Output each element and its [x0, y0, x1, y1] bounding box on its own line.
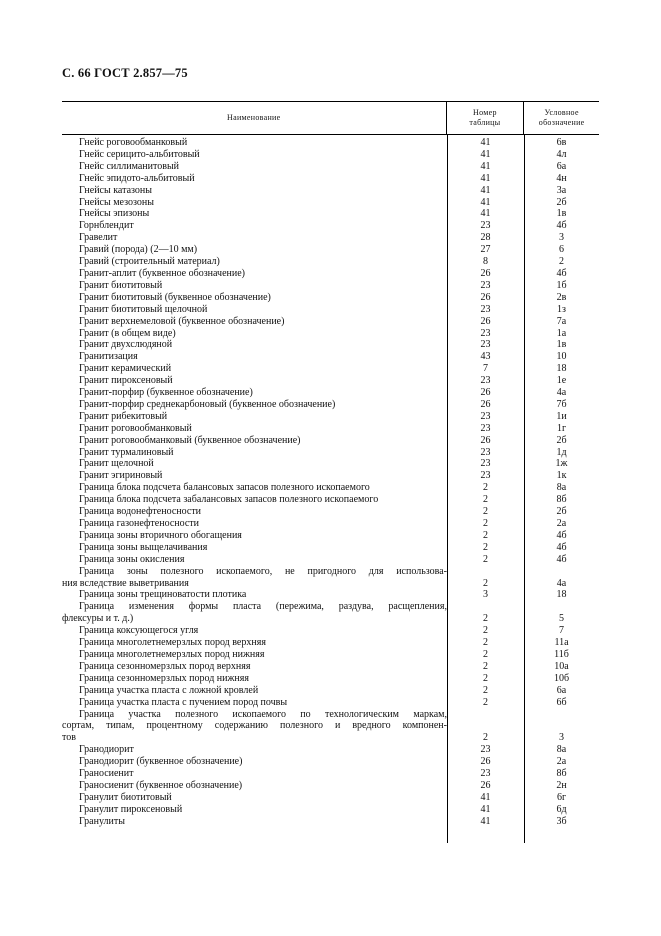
- table-row: [62, 661, 599, 673]
- row-table-number: 41: [480, 196, 491, 208]
- row-name: [62, 589, 447, 601]
- row-name: [62, 601, 447, 625]
- row-table-number: 2: [483, 553, 488, 565]
- row-name-line: Граница участка пласта с пучением пород почвы: [79, 696, 288, 708]
- row-table-number: 23: [480, 744, 491, 756]
- row-name-line: Граница участка пласта с ложной кровлей: [79, 684, 259, 696]
- row-name-line: Гранулиты: [79, 815, 125, 827]
- row-symbol: 10а: [554, 660, 569, 672]
- row-table-number: 26: [480, 291, 491, 303]
- table-row: [62, 780, 599, 792]
- row-name-line: Граница газонефтеносности: [79, 518, 200, 529]
- row-name-line: Гнейс эпидото-альбитовый: [79, 172, 195, 184]
- table-row: [62, 756, 599, 768]
- row-table-number: 23: [480, 768, 491, 780]
- table-row: [62, 232, 599, 244]
- row-name: [62, 137, 447, 149]
- row-table-number: 7: [483, 363, 488, 375]
- row-name: [62, 768, 447, 780]
- row-symbol: 4б: [556, 529, 567, 541]
- row-name: [62, 220, 447, 232]
- table-row: [62, 685, 599, 697]
- row-table-number: 2: [483, 518, 488, 529]
- row-symbol: 7а: [556, 315, 567, 327]
- row-name: [62, 625, 447, 637]
- row-name-line: Гранит щелочной: [79, 458, 154, 470]
- row-table-number: 2: [483, 660, 488, 672]
- table-row: [62, 744, 599, 756]
- row-name: [62, 649, 447, 661]
- table-row: [62, 149, 599, 161]
- row-name-line: Гранулит биотитовый: [79, 791, 172, 803]
- table-row: [62, 197, 599, 209]
- row-table-number: 2: [483, 672, 488, 684]
- row-name-line: Гнейсы катазоны: [79, 184, 152, 196]
- row-symbol: 6в: [556, 137, 567, 148]
- row-name: [62, 637, 447, 649]
- header-symbol-line-1: Условное: [544, 108, 579, 117]
- row-table-number: 26: [480, 779, 491, 791]
- row-name: [62, 744, 447, 756]
- row-name-line: Гранодиорит: [79, 744, 134, 756]
- row-name-line: Гранит роговообманковый (буквенное обозначение): [79, 434, 301, 446]
- row-name: [62, 197, 447, 209]
- row-name: [62, 208, 447, 220]
- table-row: [62, 208, 599, 220]
- row-name: [62, 316, 447, 328]
- table-row: [62, 137, 599, 149]
- row-symbol: 18: [556, 363, 567, 375]
- row-name-line: Гранит биотитовый щелочной: [79, 303, 208, 315]
- row-symbol: 8б: [556, 494, 567, 506]
- row-name: [62, 280, 447, 292]
- row-name-line: Гнейс роговообманковый: [79, 137, 188, 148]
- row-name: [62, 709, 447, 745]
- row-symbol: 6б: [556, 696, 567, 708]
- row-name: [62, 292, 447, 304]
- table-row: [62, 554, 599, 566]
- row-name-line: Граница зоны выщелачивания: [79, 541, 208, 553]
- row-name-line: Гранит-порфир среднекарбоновый (буквенное обозначение): [79, 398, 336, 410]
- table-row: [62, 518, 599, 530]
- row-name: [62, 458, 447, 470]
- row-name-line: Граница многолетнемерзлых пород нижняя: [79, 648, 265, 660]
- table-row: [62, 161, 599, 173]
- header-name: Наименование: [227, 113, 281, 122]
- table-row: [62, 173, 599, 185]
- table-row: [62, 589, 599, 601]
- row-name: [62, 518, 447, 530]
- row-symbol: 6д: [556, 803, 567, 815]
- table-header: [62, 102, 599, 135]
- table-row: [62, 363, 599, 375]
- row-name: [62, 447, 447, 459]
- row-name-line: Гранит биотитовый: [79, 279, 163, 291]
- row-table-number: 23: [480, 375, 491, 387]
- header-symbol-line-2: обозначение: [538, 118, 585, 127]
- row-name-line: Гранит турмалиновый: [79, 446, 174, 458]
- row-name: [62, 661, 447, 673]
- row-name: [62, 673, 447, 685]
- table-row: [62, 280, 599, 292]
- row-symbol: 4н: [556, 172, 567, 184]
- row-table-number: 2: [483, 637, 488, 649]
- row-name: [62, 435, 447, 447]
- table-row: [62, 244, 599, 256]
- table-row: [62, 530, 599, 542]
- row-name-line: Гранитизация: [79, 351, 138, 363]
- row-table-number: 3: [483, 589, 488, 601]
- table-row: [62, 375, 599, 387]
- row-symbol: 7: [559, 625, 564, 637]
- row-name-line: Граница сезонномерзлых пород верхняя: [79, 660, 251, 672]
- row-table-number: 27: [480, 244, 491, 256]
- row-name: [62, 351, 447, 363]
- row-name-line: Граница зоны окисления: [79, 553, 185, 565]
- header-number-line-1: Номер: [473, 108, 497, 117]
- row-symbol: 1в: [556, 339, 567, 351]
- row-table-number: 41: [480, 815, 491, 827]
- row-name: [62, 411, 447, 423]
- table-row: [62, 351, 599, 363]
- row-table-number: 26: [480, 756, 491, 768]
- row-name-line: Граносиенит: [79, 768, 134, 780]
- row-name-line: Граница блока подсчета забалансовых запасов полезного ископаемого: [79, 494, 379, 506]
- row-symbol: 6г: [556, 791, 567, 803]
- row-name-line: Гнейс серицито-альбитовый: [79, 148, 200, 160]
- row-table-number: 23: [480, 327, 491, 339]
- row-symbol: 6: [559, 244, 564, 256]
- row-name: [62, 375, 447, 387]
- table-row: [62, 387, 599, 399]
- row-name: [62, 554, 447, 566]
- row-name-line: Гнейсы эпизоны: [79, 208, 150, 220]
- row-table-number: 23: [480, 410, 491, 422]
- row-name-line: Гранулит пироксеновый: [79, 803, 183, 815]
- row-name-line: Граница зоны вторичного обогащения: [79, 529, 242, 541]
- row-name-line: Граница многолетнемерзлых пород верхняя: [79, 637, 266, 649]
- table-row: [62, 316, 599, 328]
- table-row: [62, 423, 599, 435]
- table-row: [62, 566, 599, 590]
- row-name-line: Граница зоны полезного ископаемого, не пригодного для использова-: [79, 565, 447, 577]
- row-table-number: 2: [483, 625, 488, 637]
- table-row: [62, 339, 599, 351]
- table-row: [62, 697, 599, 709]
- row-name-line: Граница сезонномерзлых пород нижняя: [79, 672, 249, 684]
- table-row: [62, 268, 599, 280]
- row-name-line: Гранодиорит (буквенное обозначение): [79, 756, 243, 768]
- row-symbol: 3: [559, 732, 564, 744]
- row-table-number: 2: [483, 541, 488, 553]
- table-row: [62, 482, 599, 494]
- row-symbol: 2б: [556, 506, 567, 518]
- row-name: [62, 399, 447, 411]
- row-symbol: 1з: [557, 303, 566, 315]
- row-name: [62, 780, 447, 792]
- row-table-number: 41: [480, 172, 491, 184]
- row-symbol: 18: [556, 589, 567, 601]
- row-name: [62, 232, 447, 244]
- table-row: [62, 637, 599, 649]
- row-table-number: 41: [480, 137, 491, 148]
- row-symbol: 2б: [556, 196, 567, 208]
- row-name: [62, 149, 447, 161]
- row-name: [62, 482, 447, 494]
- row-name: [62, 268, 447, 280]
- row-symbol: 1и: [556, 410, 567, 422]
- row-symbol: 1д: [556, 446, 567, 458]
- row-name: [62, 542, 447, 554]
- row-symbol: 1а: [556, 327, 567, 339]
- row-table-number: 41: [480, 791, 491, 803]
- table-row: [62, 458, 599, 470]
- row-table-number: 41: [480, 184, 491, 196]
- table-row: [62, 768, 599, 780]
- table-row: [62, 673, 599, 685]
- row-name: [62, 339, 447, 351]
- row-name-line: Горнблендит: [79, 220, 134, 232]
- row-symbol: 4л: [556, 148, 567, 160]
- row-table-number: 8: [483, 256, 488, 268]
- row-symbol: 10: [556, 351, 567, 363]
- row-symbol: 1к: [556, 470, 567, 482]
- row-table-number: 26: [480, 267, 491, 279]
- row-symbol: 4а: [556, 577, 567, 589]
- row-name-line: Гравий (строительный материал): [79, 256, 220, 268]
- row-symbol: 5: [559, 613, 564, 625]
- row-name: [62, 423, 447, 435]
- row-name: [62, 256, 447, 268]
- row-table-number: 2: [483, 648, 488, 660]
- row-symbol: 1б: [556, 279, 567, 291]
- row-symbol: 2н: [556, 779, 567, 791]
- row-name-line: Гранит верхнемеловой (буквенное обозначение): [79, 315, 285, 327]
- table-row: [62, 816, 599, 828]
- row-symbol: 2а: [556, 518, 567, 529]
- row-name-line: Гранит-порфир (буквенное обозначение): [79, 387, 253, 399]
- row-table-number: 2: [483, 506, 488, 518]
- row-table-number: 2: [483, 482, 488, 494]
- row-name: [62, 792, 447, 804]
- row-name: [62, 697, 447, 709]
- row-symbol: 11б: [554, 648, 569, 660]
- table-rows: [62, 135, 599, 828]
- row-name-line: Граносиенит (буквенное обозначение): [79, 779, 243, 791]
- row-name: [62, 470, 447, 482]
- row-symbol: 4б: [556, 553, 567, 565]
- row-name-line: флексуры и т. д.): [62, 613, 134, 625]
- row-symbol: 4б: [556, 267, 567, 279]
- row-symbol: 6а: [556, 160, 567, 172]
- row-symbol: 2в: [556, 291, 567, 303]
- row-name: [62, 566, 447, 590]
- header-symbol: [523, 102, 599, 134]
- row-name-line: Гранит пироксеновый: [79, 375, 173, 387]
- row-table-number: 2: [483, 696, 488, 708]
- row-name-line: Гнейс силлиманитовый: [79, 160, 180, 172]
- row-symbol: 11а: [554, 637, 569, 649]
- row-name-line: ния вследствие выветривания: [62, 577, 189, 589]
- row-table-number: 41: [480, 148, 491, 160]
- glossary-table: [62, 101, 599, 828]
- row-name-line: Гранит (в общем виде): [79, 327, 176, 339]
- row-name-line: Гравий (порода) (2—10 мм): [79, 244, 198, 256]
- row-symbol: 1е: [556, 375, 567, 387]
- row-name-line: Гранит рибекитовый: [79, 410, 168, 422]
- row-table-number: 26: [480, 315, 491, 327]
- row-symbol: 10б: [553, 672, 570, 684]
- row-symbol: 6а: [556, 684, 567, 696]
- row-symbol: 3а: [556, 184, 567, 196]
- row-name-line: Граница блока подсчета балансовых запасов полезного ископаемого: [79, 482, 370, 494]
- row-name: [62, 244, 447, 256]
- row-name: [62, 387, 447, 399]
- table-row: [62, 256, 599, 268]
- row-symbol: 4а: [556, 387, 567, 399]
- table-row: [62, 542, 599, 554]
- row-name-line: Граница коксующегося угля: [79, 625, 199, 637]
- row-symbol: 3: [559, 232, 564, 244]
- row-name: [62, 185, 447, 197]
- row-name: [62, 304, 447, 316]
- table-row: [62, 447, 599, 459]
- row-name-line: Граница изменения формы пласта (пережима, раздува, расщепления,: [79, 601, 447, 613]
- header-table-number: [446, 102, 524, 134]
- row-name: [62, 173, 447, 185]
- row-name: [62, 506, 447, 518]
- table-row: [62, 792, 599, 804]
- row-table-number: 43: [480, 351, 491, 363]
- table-row: [62, 292, 599, 304]
- row-table-number: 2: [483, 494, 488, 506]
- row-table-number: 28: [480, 232, 491, 244]
- table-row: [62, 304, 599, 316]
- row-name-line: Граница зоны трещиноватости плотика: [79, 589, 247, 601]
- row-name-line: Гранит двухслюдяной: [79, 339, 173, 351]
- row-table-number: 26: [480, 434, 491, 446]
- table-row: [62, 185, 599, 197]
- row-symbol: 7б: [556, 398, 567, 410]
- row-symbol: 1ж: [555, 458, 568, 470]
- row-name: [62, 756, 447, 768]
- header-number-line-2: таблицы: [469, 118, 501, 127]
- row-table-number: 23: [480, 303, 491, 315]
- row-name-line: Гранит эгириновый: [79, 470, 163, 482]
- row-table-number: 41: [480, 160, 491, 172]
- row-name-line: Гранит роговообманковый: [79, 422, 192, 434]
- row-table-number: 26: [480, 387, 491, 399]
- table-row: [62, 435, 599, 447]
- row-name-line: сортам, типам, процентному содержанию полезного и вредного компонен-: [62, 720, 447, 732]
- row-symbol: 8б: [556, 768, 567, 780]
- row-name: [62, 804, 447, 816]
- row-table-number: 2: [483, 577, 488, 589]
- row-table-number: 2: [483, 529, 488, 541]
- table-row: [62, 328, 599, 340]
- page-header: С. 66 ГОСТ 2.857—75: [62, 66, 188, 80]
- row-table-number: 23: [480, 220, 491, 232]
- row-symbol: 4б: [556, 220, 567, 232]
- row-table-number: 2: [483, 684, 488, 696]
- row-symbol: 3б: [556, 815, 567, 827]
- row-symbol: 8а: [556, 744, 567, 756]
- table-row: [62, 709, 599, 745]
- table-row: [62, 506, 599, 518]
- row-name-line: Граница водонефтеносности: [79, 506, 202, 518]
- row-name-line: Гнейсы мезозоны: [79, 196, 154, 208]
- table-row: [62, 494, 599, 506]
- row-name-line: тов: [62, 732, 76, 744]
- row-symbol: 4б: [556, 541, 567, 553]
- table-row: [62, 470, 599, 482]
- row-name-line: Гравелит: [79, 232, 118, 244]
- row-table-number: 26: [480, 398, 491, 410]
- row-table-number: 23: [480, 339, 491, 351]
- row-name: [62, 685, 447, 697]
- row-name: [62, 328, 447, 340]
- row-symbol: 2: [559, 256, 564, 268]
- row-name: [62, 816, 447, 828]
- row-symbol: 2б: [556, 434, 567, 446]
- row-table-number: 23: [480, 458, 491, 470]
- row-name: [62, 161, 447, 173]
- row-symbol: 2а: [556, 756, 567, 768]
- table-row: [62, 601, 599, 625]
- row-name: [62, 494, 447, 506]
- row-table-number: 41: [480, 208, 491, 220]
- table-row: [62, 411, 599, 423]
- row-symbol: 1г: [556, 422, 567, 434]
- row-name-line: Гранит керамический: [79, 363, 172, 375]
- row-name-line: Гранит-аплит (буквенное обозначение): [79, 267, 245, 279]
- row-name: [62, 363, 447, 375]
- row-name-line: Гранит биотитовый (буквенное обозначение): [79, 291, 271, 303]
- table-row: [62, 625, 599, 637]
- row-table-number: 2: [483, 732, 488, 744]
- row-symbol: 1в: [556, 208, 567, 220]
- row-name-line: Граница участка полезного ископаемого по технологическим маркам,: [79, 708, 447, 720]
- row-table-number: 2: [483, 613, 488, 625]
- row-name: [62, 530, 447, 542]
- row-symbol: 8а: [556, 482, 567, 494]
- row-table-number: 23: [480, 422, 491, 434]
- table-row: [62, 804, 599, 816]
- row-table-number: 23: [480, 279, 491, 291]
- table-body-frame: [62, 135, 599, 828]
- table-row: [62, 220, 599, 232]
- table-row: [62, 399, 599, 411]
- row-table-number: 23: [480, 446, 491, 458]
- row-table-number: 23: [480, 470, 491, 482]
- row-table-number: 41: [480, 803, 491, 815]
- table-row: [62, 649, 599, 661]
